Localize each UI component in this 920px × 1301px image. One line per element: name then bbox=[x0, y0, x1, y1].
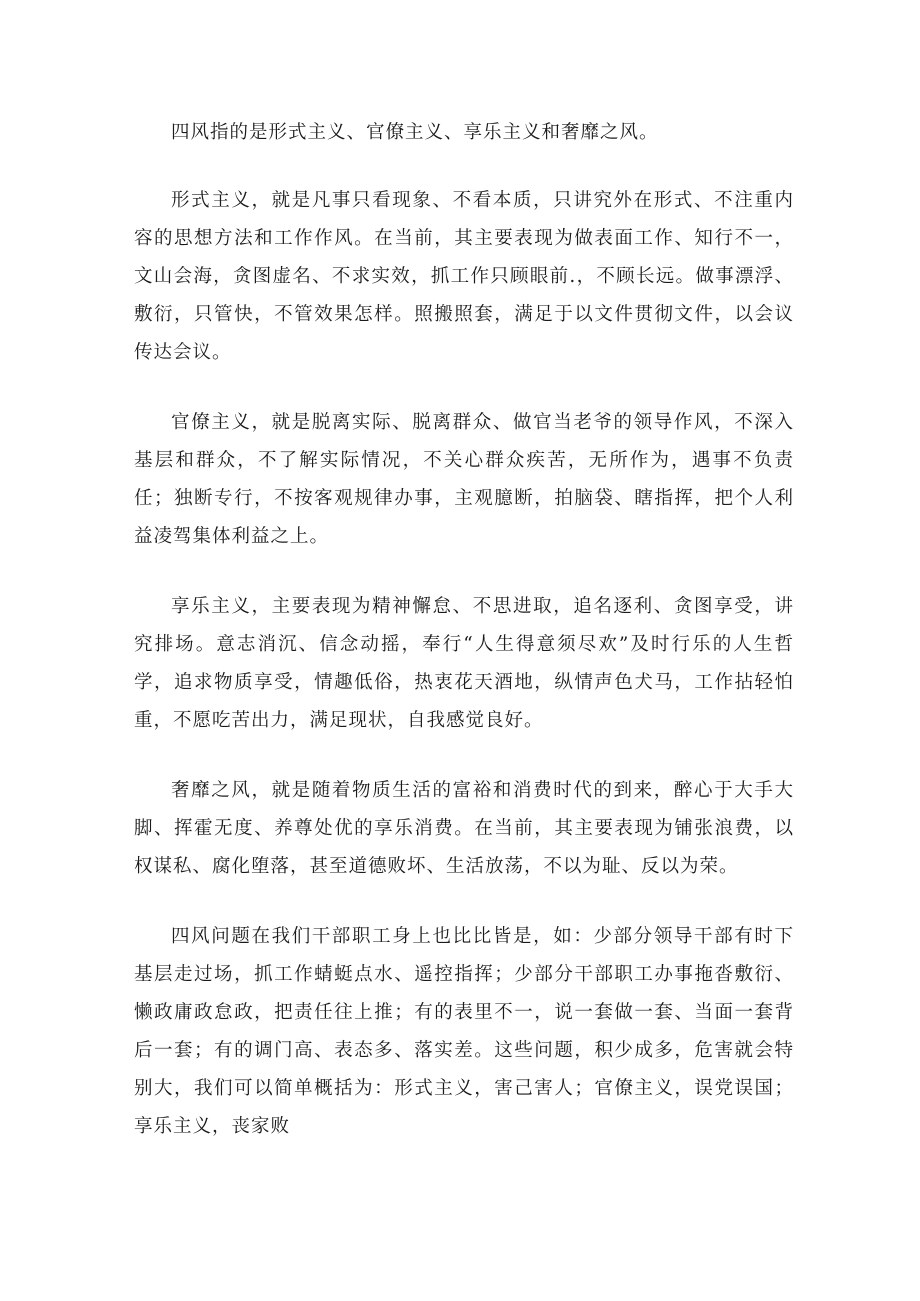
paragraph-formalism: 形式主义，就是凡事只看现象、不看本质，只讲究外在形式、不注重内容的思想方法和工作作风。在当前，其主要表现为做表面工作、知行不一，文山会海，贪图虚名、不求实效，抓工作只顾眼前.，不顾长远。做事漂浮、敷衍，只管快，不管效果怎样。照搬照套，满足于以文件贯彻文件，以会议传达会议。 bbox=[134, 190, 794, 363]
document-body bbox=[134, 114, 794, 1178]
paragraph-bureaucratism: 官僚主义，就是脱离实际、脱离群众、做官当老爷的领导作风，不深入基层和群众，不了解实际情况，不关心群众疾苦，无所作为，遇事不负责任；独断专行，不按客观规律办事，主观臆断，拍脑袋、瞎指挥，把个人利益凌驾集体利益之上。 bbox=[134, 412, 794, 547]
paragraph-extravagance: 奢靡之风，就是随着物质生活的富裕和消费时代的到来，醉心于大手大脚、挥霍无度、养尊处优的享乐消费。在当前，其主要表现为铺张浪费，以权谋私、腐化堕落，甚至道德败坏、生活放荡，不以为耻、反以为荣。 bbox=[134, 780, 794, 877]
paragraph-hedonism: 享乐主义，主要表现为精神懈怠、不思进取，追名逐利、贪图享受，讲究排场。意志消沉、信念动摇，奉行“人生得意须尽欢”及时行乐的人生哲学，追求物质享受，情趣低俗，热衷花天酒地，纵情声色犬马，工作拈轻怕重，不愿吃苦出力，满足现状，自我感觉良好。 bbox=[134, 596, 794, 731]
paragraph-intro: 四风指的是形式主义、官僚主义、享乐主义和奢靡之风。 bbox=[171, 122, 659, 143]
paragraph-cadre-problems: 四风问题在我们干部职工身上也比比皆是，如：少部分领导干部有时下基层走过场，抓工作蜻蜓点水、遥控指挥；少部分干部职工办事拖沓敷衍、懒政庸政怠政，把责任往上推；有的表里不一，说一套做一套、当面一套背后一套；有的调门高、表态多、落实差。这些问题，积少成多，危害就会特别大，我们可以简单概括为：形式主义，害己害人；官僚主义，误党误国；享乐主义，丧家败 bbox=[134, 926, 794, 1137]
